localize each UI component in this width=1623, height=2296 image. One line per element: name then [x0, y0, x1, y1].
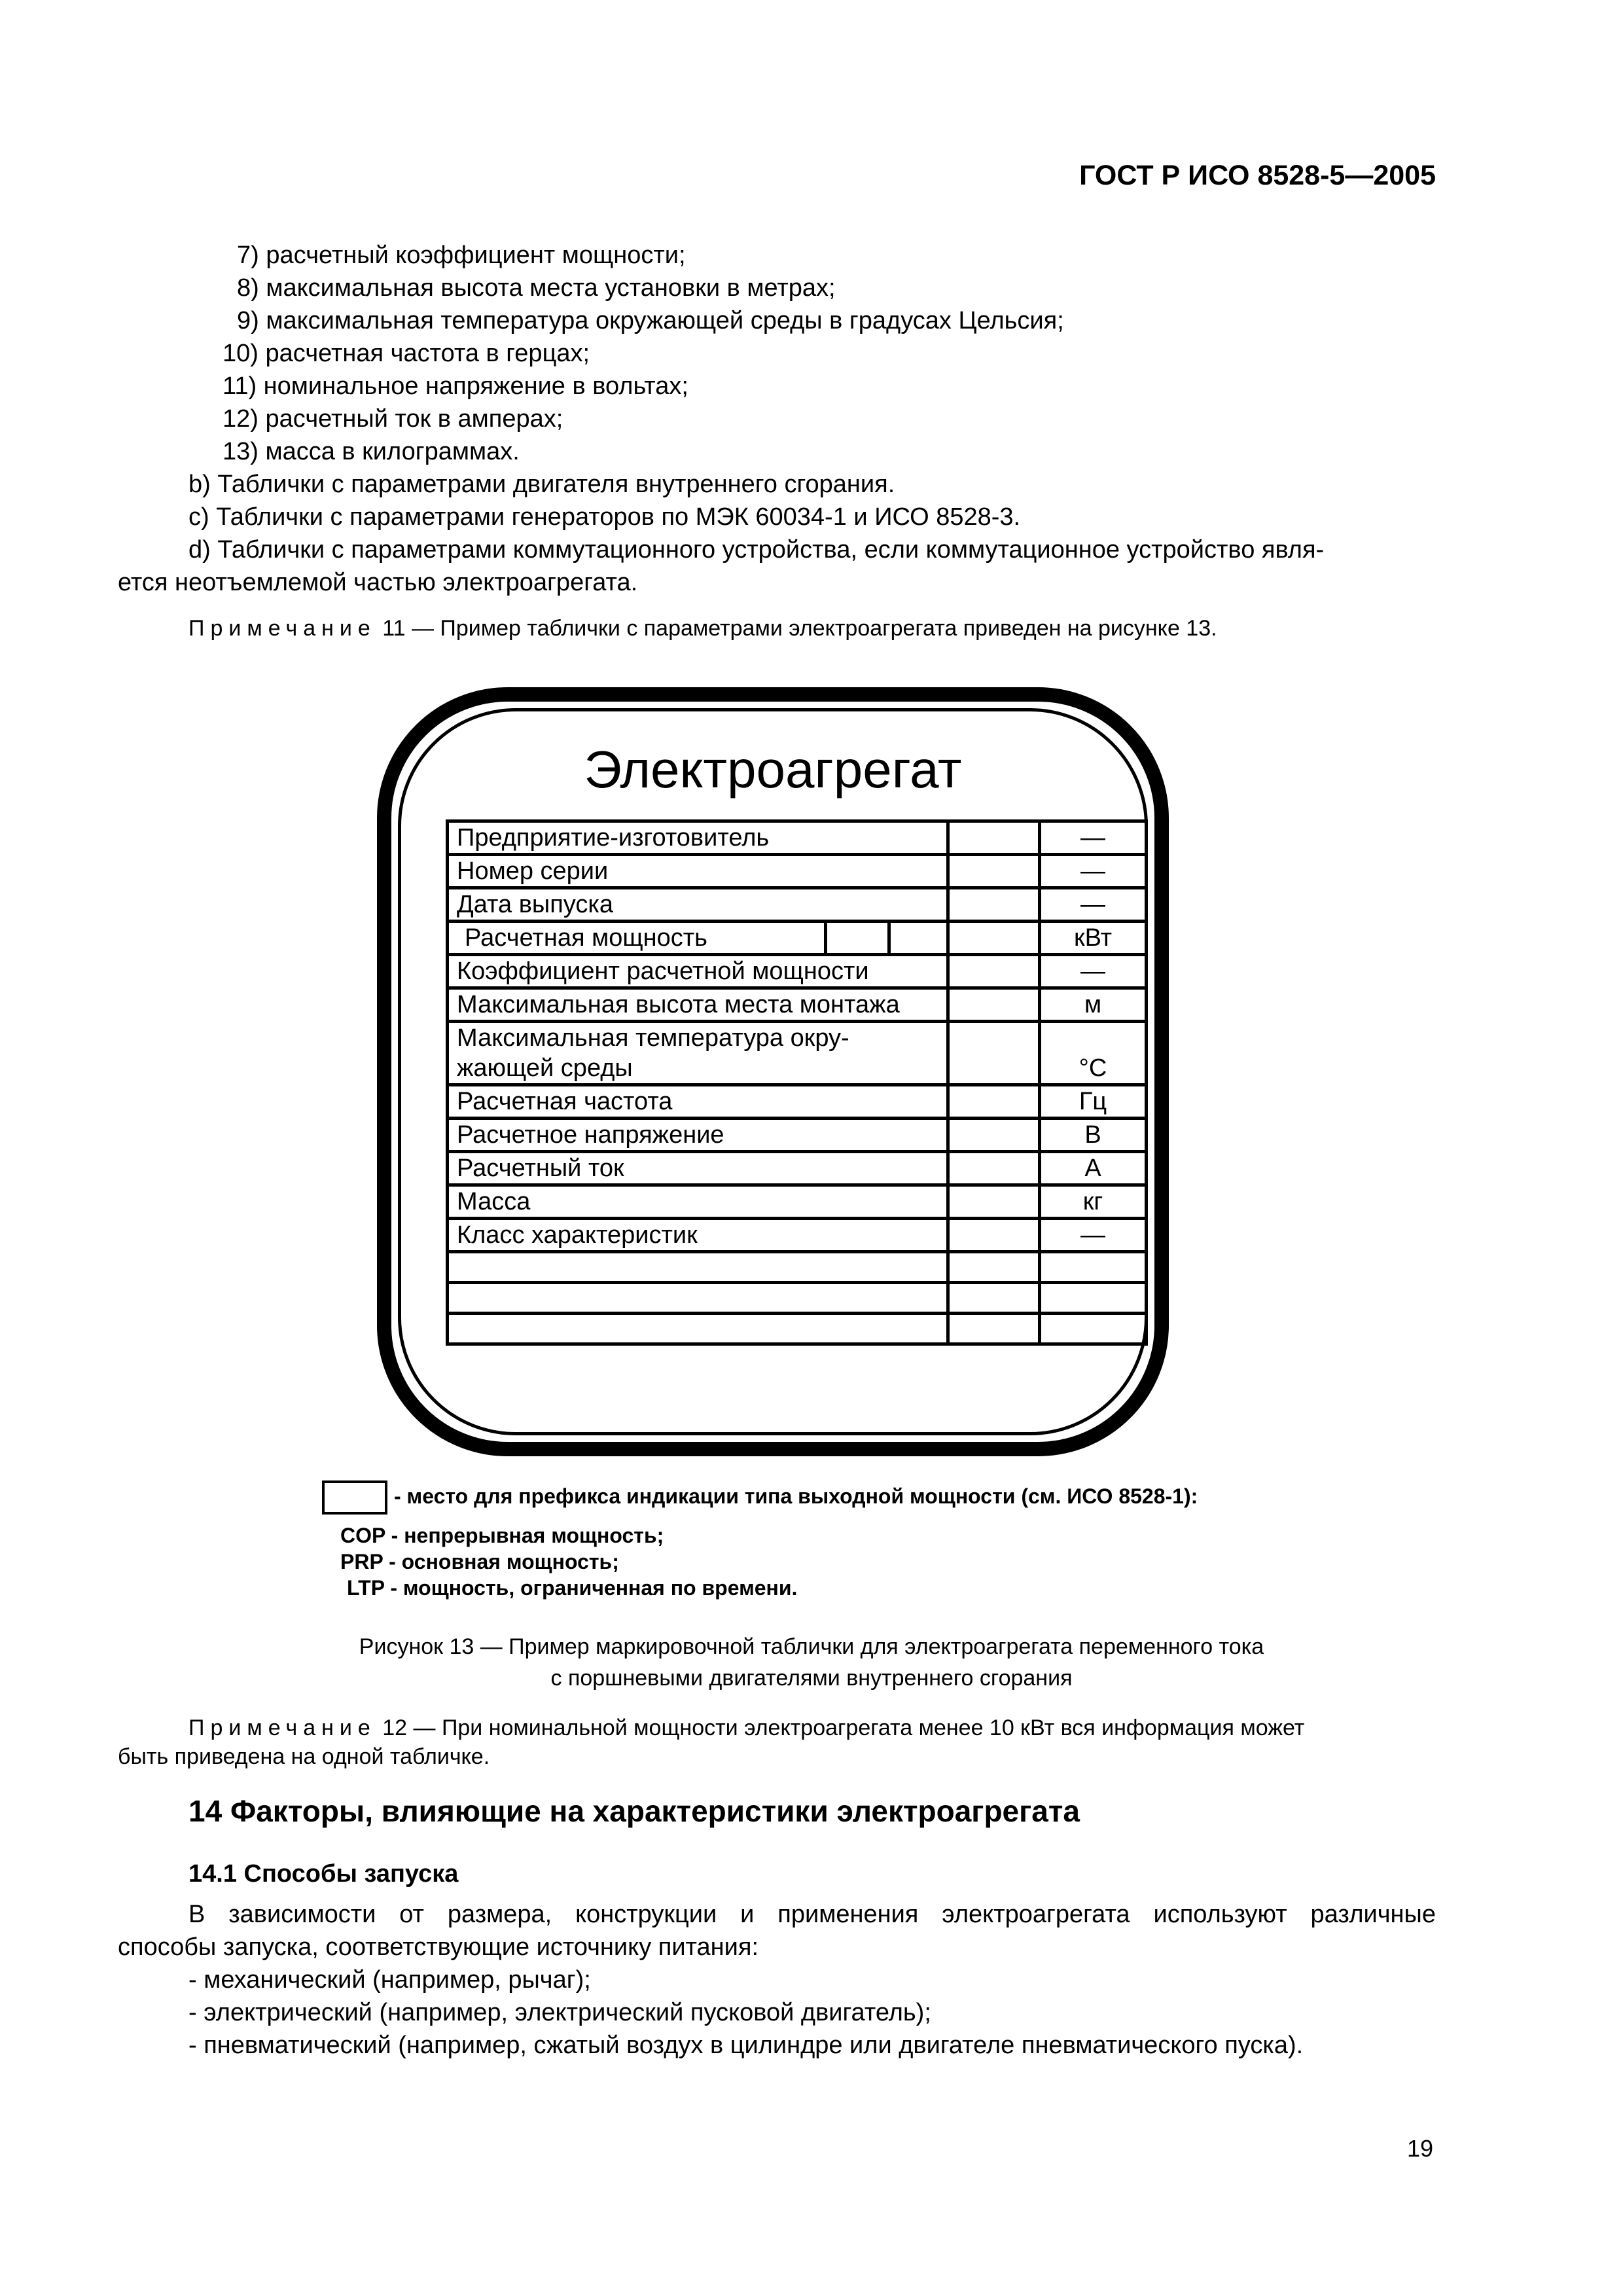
nameplate-figure [377, 687, 1169, 1456]
row-label: Максимальная высота места монтажа [448, 988, 948, 1022]
value-cell [948, 821, 1040, 855]
list-item-number: 8) [237, 274, 259, 302]
empty-cell [1040, 1283, 1147, 1314]
row-label [448, 1022, 948, 1085]
list-item-number: 7) [237, 242, 259, 269]
prefix-box [824, 923, 887, 953]
list-item [223, 337, 590, 370]
section-title: 14 Факторы, влияющие на характеристики электроагрегата [188, 1794, 1080, 1828]
value-cell [948, 1022, 1040, 1085]
paragraph-d-continued: ется неотъемлемой частью электроагрегата. [118, 569, 638, 596]
note-label: Примечание [188, 616, 376, 641]
value-cell [948, 1185, 1040, 1219]
list-item [223, 403, 563, 435]
empty-cell [1040, 1314, 1147, 1344]
table-row [448, 1152, 1147, 1185]
list-item-text: номинальное напряжение в вольтах; [263, 372, 688, 400]
table-row [448, 855, 1147, 888]
row-label: Расчетное напряжение [448, 1119, 948, 1152]
row-label: Коэффициент расчетной мощности [448, 955, 948, 988]
value-cell [948, 955, 1040, 988]
list-item-text: расчетная частота в герцах; [265, 340, 590, 367]
row-label: Предприятие-изготовитель [448, 821, 948, 855]
row-label: Расчетная частота [448, 1085, 948, 1119]
table-row [448, 988, 1147, 1022]
table-row-empty [448, 1314, 1147, 1344]
table-row [448, 1185, 1147, 1219]
subsection-title: 14.1 Способы запуска [188, 1860, 459, 1888]
table-row [448, 1022, 1147, 1085]
value-cell [948, 1119, 1040, 1152]
note-12-continued: быть приведена на одной табличке. [118, 1744, 490, 1769]
row-label-line: Максимальная температура окру- [457, 1024, 849, 1052]
legend-ltp: LTP - мощность, ограниченная по времени. [347, 1576, 798, 1600]
paragraph-c: c) Таблички с параметрами генераторов по МЭК 60034-1 и ИСО 8528-3. [188, 503, 1021, 531]
unit-cell: — [1040, 855, 1147, 888]
empty-cell [448, 1252, 948, 1283]
unit-cell: — [1040, 821, 1147, 855]
note-label: Примечание [188, 1715, 376, 1740]
value-cell [948, 855, 1040, 888]
paragraph-d: d) Таблички с параметрами коммутационного устройства, если коммутационное устройство явля- [188, 536, 1325, 564]
note-12 [188, 1713, 1304, 1742]
list-item: - механический (например, рычаг); [188, 1966, 591, 1994]
unit-cell: В [1040, 1119, 1147, 1152]
legend-prp: PRP - основная мощность; [340, 1550, 619, 1573]
table-row [448, 1219, 1147, 1252]
list-item-text: масса в килограммах. [265, 438, 520, 465]
empty-cell [948, 1283, 1040, 1314]
unit-cell: А [1040, 1152, 1147, 1185]
value-cell [948, 1085, 1040, 1119]
unit-cell: м [1040, 988, 1147, 1022]
rated-power-cell [448, 922, 948, 955]
table-row [448, 955, 1147, 988]
nameplate-table [446, 819, 1148, 1346]
empty-cell [448, 1314, 948, 1344]
empty-cell [948, 1252, 1040, 1283]
unit-cell: — [1040, 888, 1147, 922]
table-row [448, 888, 1147, 922]
document-header: ГОСТ Р ИСО 8528-5—2005 [1079, 160, 1436, 191]
row-label-line: жающей среды [457, 1054, 633, 1082]
table-row [448, 821, 1147, 855]
empty-cell [948, 1314, 1040, 1344]
unit-cell: кг [1040, 1185, 1147, 1219]
row-label: Расчетная мощность [465, 924, 707, 952]
list-item [237, 272, 836, 304]
list-item [223, 370, 688, 403]
empty-cell [448, 1283, 948, 1314]
body-paragraph-continued: способы запуска, соответствующие источнику питания: [118, 1933, 759, 1961]
row-label: Класс характеристик [448, 1219, 948, 1252]
list-item-number: 11) [223, 372, 257, 400]
list-item: - пневматический (например, сжатый воздух в цилиндре или двигателе пневматического пуска). [188, 2032, 1304, 2059]
list-item-text: расчетный ток в амперах; [265, 405, 563, 433]
legend-cop: COP - непрерывная мощность; [340, 1524, 664, 1547]
empty-cell [1040, 1252, 1147, 1283]
unit-cell: — [1040, 955, 1147, 988]
value-cell [948, 1152, 1040, 1185]
note-11 [188, 614, 1217, 643]
unit-cell: кВт [1040, 922, 1147, 955]
table-row [448, 922, 1147, 955]
list-item-text: максимальная температура окружающей среды в градусах Цельсия; [266, 307, 1064, 334]
list-item [237, 239, 686, 272]
rated-power-subgrid [457, 923, 938, 953]
value-cell [948, 988, 1040, 1022]
list-item-number: 12) [223, 405, 259, 433]
legend-main: - место для префикса индикации типа выходной мощности (см. ИСО 8528-1): [394, 1484, 1198, 1508]
legend-prefix-box [322, 1480, 387, 1515]
list-item-number: 9) [237, 307, 259, 334]
page-number: 19 [1406, 2135, 1433, 2162]
figure-caption-line2: с поршневыми двигателями внутреннего сгорания [550, 1666, 1073, 1691]
table-row [448, 1085, 1147, 1119]
value-cell [948, 1219, 1040, 1252]
table-row-empty [448, 1252, 1147, 1283]
row-label: Номер серии [448, 855, 948, 888]
list-item-number: 13) [223, 438, 259, 465]
body-paragraph: В зависимости от размера, конструкции и применения электроагрегата используют различные [188, 1901, 1436, 1928]
unit-cell: °C [1040, 1022, 1147, 1085]
row-label: Расчетный ток [448, 1152, 948, 1185]
table-row-empty [448, 1283, 1147, 1314]
unit-cell: Гц [1040, 1085, 1147, 1119]
paragraph-b: b) Таблички с параметрами двигателя внутреннего сгорания. [188, 471, 895, 498]
row-label: Дата выпуска [448, 888, 948, 922]
figure-caption-line1: Рисунок 13 — Пример маркировочной таблички для электроагрегата переменного тока [359, 1634, 1264, 1659]
note-text: 11 — Пример таблички с параметрами электроагрегата приведен на рисунке 13. [376, 616, 1217, 641]
list-item-number: 10) [223, 340, 259, 367]
list-item [223, 435, 520, 468]
unit-cell: — [1040, 1219, 1147, 1252]
list-item-text: максимальная высота места установки в метрах; [266, 274, 836, 302]
list-item [237, 304, 1064, 337]
nameplate-title: Электроагрегат [584, 740, 962, 798]
prefix-box [887, 923, 938, 953]
value-cell [948, 922, 1040, 955]
note-text: 12 — При номинальной мощности электроагрегата менее 10 кВт вся информация может [376, 1715, 1305, 1740]
row-label: Масса [448, 1185, 948, 1219]
list-item: - электрический (например, электрический пусковой двигатель); [188, 1999, 931, 2026]
value-cell [948, 888, 1040, 922]
table-row [448, 1119, 1147, 1152]
list-item-text: расчетный коэффициент мощности; [266, 242, 686, 269]
